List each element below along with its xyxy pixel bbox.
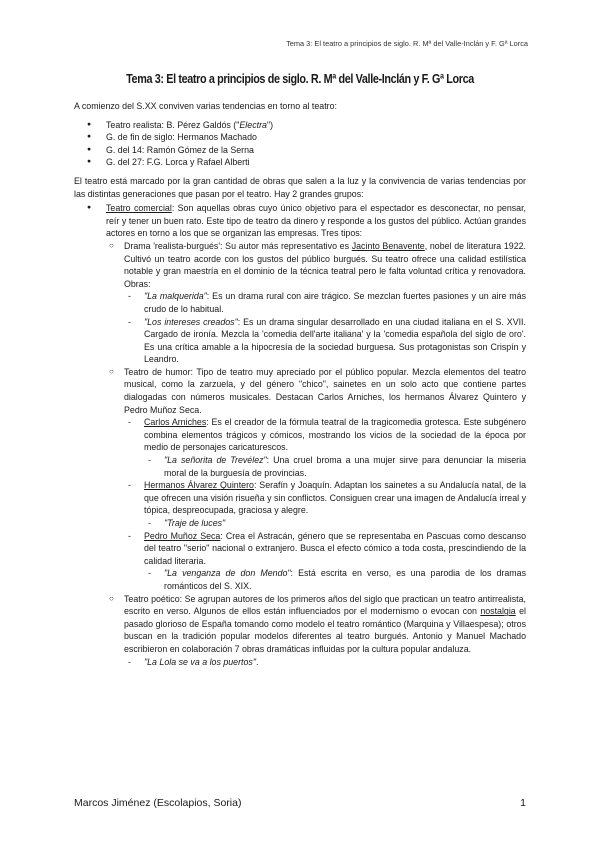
list-item: ● G. del 14: Ramón Gómez de la Serna bbox=[74, 144, 526, 157]
list-item: - Hermanos Álvarez Quintero: Serafín y Joaquín. Adaptan los sainetes a su Andalucía natal, de la que ofrecen una visión risueña y sin conflictos. Consiguen crear una imagen de Andalucía irreal y tópica, despreocupada, graciosa y alegre. - "Traje de luces" bbox=[124, 479, 526, 529]
document-body bbox=[74, 100, 526, 668]
poetico-works bbox=[124, 656, 526, 669]
trends-list bbox=[74, 119, 526, 169]
list-item: - "La señorita de Trevélez": Una cruel broma a una mujer sirve para denunciar la miseria moral de la burguesía de provincias. bbox=[144, 454, 526, 479]
arniches-works bbox=[144, 454, 526, 479]
list-item: - "La Lola se va a los puertos". bbox=[124, 656, 526, 669]
groups-paragraph: El teatro está marcado por la gran cantidad de obras que salen a la luz y la convivencia de varias tendencias por las distintas generaciones que pasan por el teatro. Hay 2 grandes grupos: bbox=[74, 175, 526, 199]
benavente-link: Jacinto Benavente bbox=[351, 240, 425, 251]
list-item: ● Teatro realista: B. Pérez Galdós ("Electra") bbox=[74, 119, 526, 132]
munoz-seca-works bbox=[144, 567, 526, 592]
list-item: - "La malquerida": Es un drama rural con aire trágico. Se mezclan fuertes pasiones y un aire más crudo de lo habitual. bbox=[124, 290, 526, 315]
list-item: - Pedro Muñoz Seca: Crea el Astracán, género que se representaba en Pascuas como descanso del teatro "serio" nacional o extranjero. Busca el efecto cómico a toda costa, prescindiendo de la calidad literaria. - "La venganza de don Mendo": Está escrita en verso, es una parodia de los dramas románticos del S. XIX. bbox=[124, 530, 526, 593]
quintero-works bbox=[144, 517, 526, 530]
intro-paragraph: A comienzo del S.XX conviven varias tendencias en torno al teatro: bbox=[74, 101, 338, 111]
groups-list bbox=[74, 202, 526, 668]
benavente-works bbox=[124, 290, 526, 366]
list-item: - "Los intereses creados": Es un drama singular desarrollado en una ciudad italiana en el S. XVII. Cargado de ironía. Mezcla la 'comedia dell'arte italiana' y la 'comedia española del siglo de oro'. Es una crítica amable a la hipocresía de la sociedad burguesa. Sus protagonistas son Crispín y Leandro. bbox=[124, 316, 526, 366]
teatro-comercial-label: Teatro comercial bbox=[106, 203, 172, 214]
list-item-teatro-comercial: ● Teatro comercial: Son aquellas obras cuyo único objetivo para el espectador es desconectar, no pensar, reír y tener un buen rato. Este tipo de teatro da dinero y responde a los gustos del público. Actúan grandes actores en torno a los que se organizan las empresas. Tres tipos: ○ Drama 'realista-burgués': Su autor más representativo es Jacinto Benavente, nobel de literatura 1922. Cultivó un teatro acorde con los gustos del público burgués. Su teatro ofrece una calidad estilística notable y gran maestría en el dominio de la técnica teatral pero le falta voluntad crítica y renovadora. Obras: - "La malquerida": Es un drama rural con aire trágico. Se mezclan fuertes pasiones y un aire más crudo de lo habitual. - "Los intereses creados": Es un drama singular desarrollado en una ciudad italiana en el S. XVII. Cargado de ironía. Mezcla la 'comedia dell'arte italiana' y la 'comedia española del siglo de oro'. Es una crítica amable a la hipocresía de la sociedad burguesa. Sus protagonistas son Crispín y Leandro. ○ Teatro de humor: Tipo de teatro muy apreciado por el público popular. Mezcla elementos del teatro musical, como la zarzuela, y del género "chico", sainetes en un solo acto que contiene partes dialogadas con números musicales. Destacan Carlos Arniches, los hermanos Álvarez Quintero y Pedro Muñoz Seca. - Carlos Arniches: Es el creador de la fórmula teatral de la tragicomedia grotesca. Este subgénero combina elementos trágicos y cómicos, mostrando los vicios de la sociedad de la época por medio de personajes caricaturescos. - "La señorita de Trevélez": Una cruel broma a una mujer sirve para denunciar la miseria moral de la burguesía de provincias. - Hermanos Álvarez Quintero: Serafín y Joaquín. Adaptan los sainetes a su Andalucía natal, de la que ofrecen una visión risueña y sin conflictos. Consiguen crear una imagen de Andalucía irreal y tópica, despreocupada, graciosa y alegre. - "Traje de luces" - Pedro Muñoz Seca: Crea el Astracán, género que se representaba en Pascuas como descanso del teatro "serio" nacional o extranjero. Busca el efecto cómico a toda costa, prescindiendo de la calidad literaria. - "La venganza de don Mendo": Está escrita en verso, es una parodia de los dramas románticos del S. XIX. ○ Teatro poético: Se agrupan autores de los primeros años del siglo que practican un teatro antirrealista, escrito en verso. Algunos de ellos están influenciados por el modernismo o evocan con nostalgia el pasado glorioso de España tomando como modelo el teatro romántico (Marquina y Villaespesa); otros buscan en la tradición popular modelos diferentes al teatro burgués. Antonio y Manuel Machado escribieron en colaboración 7 obras dramáticas influidas por la cultura popular andaluza. - "La Lola se va a los puertos". bbox=[74, 202, 526, 668]
page-header: Tema 3: El teatro a principios de siglo. R. Mª del Valle-Inclán y F. Gª Lorca bbox=[286, 39, 528, 48]
list-item: ● G. del 27: F.G. Lorca y Rafael Alberti bbox=[74, 156, 526, 169]
list-item: ● G. de fin de siglo: Hermanos Machado bbox=[74, 131, 526, 144]
page-number: 1 bbox=[520, 797, 526, 809]
list-item: - Carlos Arniches: Es el creador de la fórmula teatral de la tragicomedia grotesca. Este subgénero combina elementos trágicos y cómicos, mostrando los vicios de la sociedad de la época por medio de personajes caricaturescos. - "La señorita de Trevélez": Una cruel broma a una mujer sirve para denunciar la miseria moral de la burguesía de provincias. bbox=[124, 416, 526, 479]
comercial-types-list bbox=[106, 240, 526, 668]
list-item-teatro-humor: ○ Teatro de humor: Tipo de teatro muy apreciado por el público popular. Mezcla elementos del teatro musical, como la zarzuela, y del género "chico", sainetes en un solo acto que contiene partes dialogadas con números musicales. Destacan Carlos Arniches, los hermanos Álvarez Quintero y Pedro Muñoz Seca. - Carlos Arniches: Es el creador de la fórmula teatral de la tragicomedia grotesca. Este subgénero combina elementos trágicos y cómicos, mostrando los vicios de la sociedad de la época por medio de personajes caricaturescos. - "La señorita de Trevélez": Una cruel broma a una mujer sirve para denunciar la miseria moral de la burguesía de provincias. - Hermanos Álvarez Quintero: Serafín y Joaquín. Adaptan los sainetes a su Andalucía natal, de la que ofrecen una visión risueña y sin conflictos. Consiguen crear una imagen de Andalucía irreal y tópica, despreocupada, graciosa y alegre. - "Traje de luces" - Pedro Muñoz Seca: Crea el Astracán, género que se representaba en Pascuas como descanso del teatro "serio" nacional o extranjero. Busca el efecto cómico a toda costa, prescindiendo de la calidad literaria. - "La venganza de don Mendo": Está escrita en verso, es una parodia de los dramas románticos del S. XIX. bbox=[106, 366, 526, 593]
humor-authors bbox=[124, 416, 526, 592]
list-item-drama-realista: ○ Drama 'realista-burgués': Su autor más representativo es Jacinto Benavente, nobel de literatura 1922. Cultivó un teatro acorde con los gustos del público burgués. Su teatro ofrece una calidad estilística notable y gran maestría en el dominio de la técnica teatral pero le falta voluntad crítica y renovadora. Obras: - "La malquerida": Es un drama rural con aire trágico. Se mezclan fuertes pasiones y un aire más crudo de lo habitual. - "Los intereses creados": Es un drama singular desarrollado en una ciudad italiana en el S. XVII. Cargado de ironía. Mezcla la 'comedia dell'arte italiana' y la 'comedia española del siglo de oro'. Es una crítica amable a la hipocresía de la sociedad burguesa. Sus protagonistas son Crispín y Leandro. bbox=[106, 240, 526, 366]
list-item: - "La venganza de don Mendo": Está escrita en verso, es una parodia de los dramas románticos del S. XIX. bbox=[144, 567, 526, 592]
page-title: Tema 3: El teatro a principios de siglo. R. Mª del Valle-Inclán y F. Gª Lorca bbox=[126, 71, 474, 86]
list-item: - "Traje de luces" bbox=[144, 517, 526, 530]
list-item-teatro-poetico: ○ Teatro poético: Se agrupan autores de los primeros años del siglo que practican un teatro antirrealista, escrito en verso. Algunos de ellos están influenciados por el modernismo o evocan con nostalgia el pasado glorioso de España tomando como modelo el teatro romántico (Marquina y Villaespesa); otros buscan en la tradición popular modelos diferentes al teatro burgués. Antonio y Manuel Machado escribieron en colaboración 7 obras dramáticas influidas por la cultura popular andaluza. - "La Lola se va a los puertos". bbox=[106, 593, 526, 669]
footer-author: Marcos Jiménez (Escolapios, Soria) bbox=[74, 797, 242, 809]
